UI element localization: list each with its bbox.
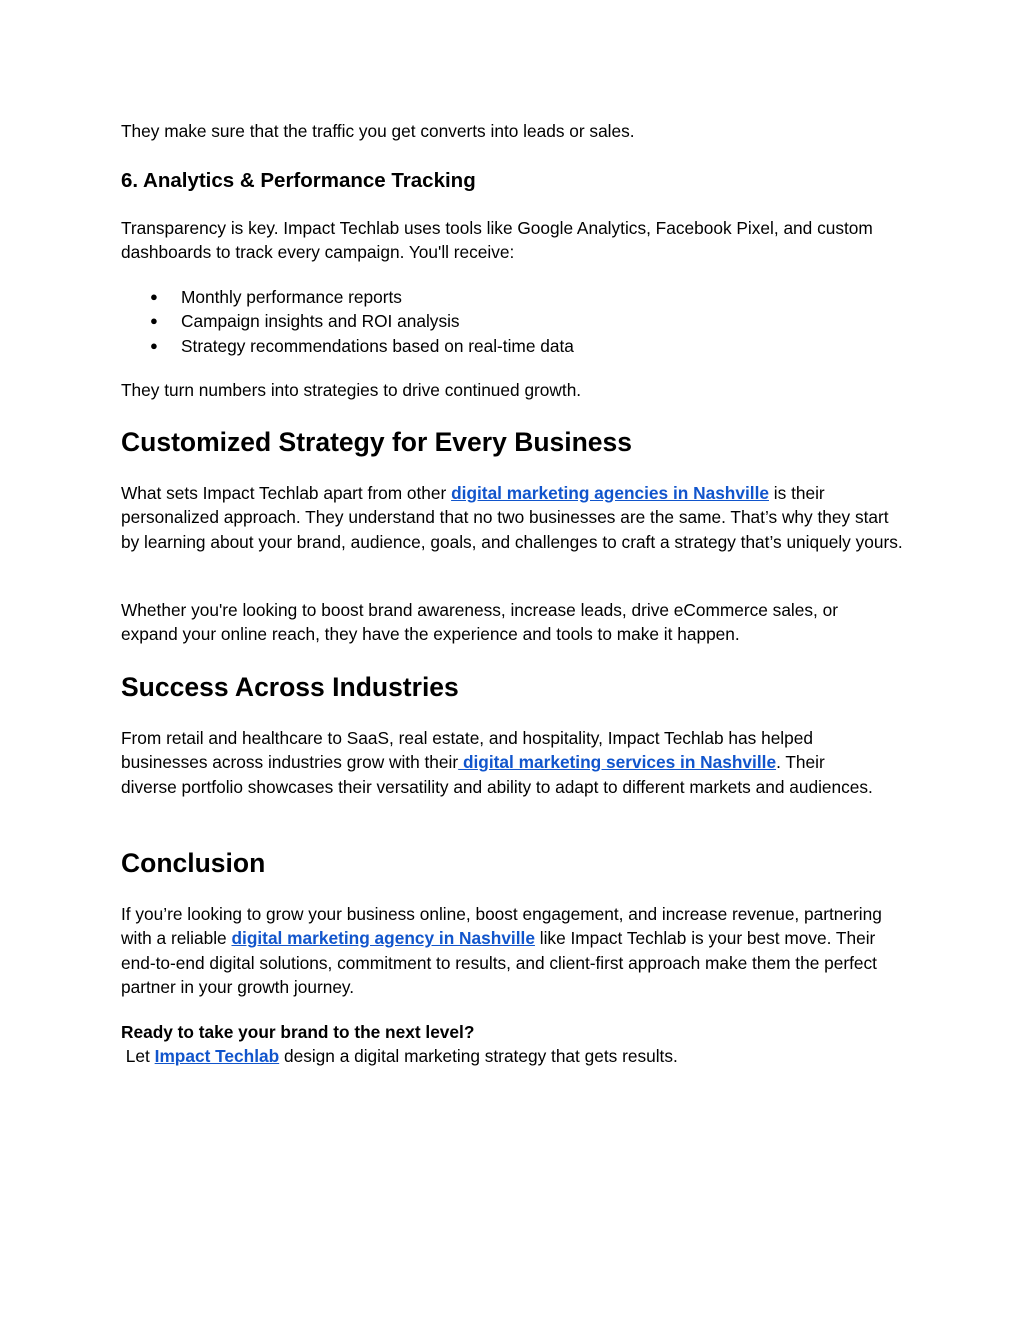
success-text-after: . Their diverse portfolio showcases their versatility and ability to adapt to different markets and audiences. [121, 752, 873, 797]
conclusion-text-after: like Impact Techlab is your best move. Their end-to-end digital solutions, commitment to results, and client-first approach make them the perfect partner in your growth journey. [121, 928, 877, 997]
conclusion-heading: Conclusion [121, 848, 266, 878]
bullet-text: Strategy recommendations based on real-time data [181, 335, 574, 356]
impact-techlab-link[interactable]: Impact Techlab [154, 1046, 280, 1066]
bullet-text: Monthly performance reports [181, 287, 402, 307]
bullet-icon: ● [150, 313, 158, 329]
analytics-heading: 6. Analytics & Performance Tracking [121, 169, 476, 192]
cta-text-after: design a digital marketing strategy that gets results. [279, 1046, 678, 1066]
success-heading: Success Across Industries [121, 672, 459, 702]
customized-paragraph-2: Whether you're looking to boost brand awareness, increase leads, drive eCommerce sales, or expand your online reach, they have the experience and tools to make it happen. [121, 600, 838, 645]
conclusion-paragraph [121, 902, 896, 999]
customized-paragraph-1 [121, 481, 906, 554]
list-item [121, 309, 574, 333]
analytics-closing: They turn numbers into strategies to drive continued growth. [121, 380, 582, 400]
analytics-body: Transparency is key. Impact Techlab uses tools like Google Analytics, Facebook Pixel, and custom dashboards to track every campaign. You'll receive: [121, 218, 873, 263]
success-text-before: From retail and healthcare to SaaS, real estate, and hospitality, Impact Techlab has helped businesses across industries grow with their [121, 728, 813, 773]
services-nashville-link[interactable]: digital marketing services in Nashville [458, 752, 777, 773]
cta-text-before: Let [121, 1046, 155, 1066]
customized-p1-text-after: is their personalized approach. They understand that no two businesses are the same. That’s why they start by learning about your brand, audience, goals, and challenges to craft a strategy that’s uniquely yours. [121, 483, 903, 552]
agency-nashville-link[interactable]: digital marketing agency in Nashville [231, 928, 535, 949]
agencies-nashville-link[interactable]: digital marketing agencies in Nashville [451, 483, 769, 503]
success-paragraph [121, 726, 881, 799]
cta-line [121, 1044, 911, 1068]
list-item [121, 334, 574, 358]
conclusion-text-before: If you’re looking to grow your business online, boost engagement, and increase revenue, partnering with a reliable [121, 904, 882, 949]
analytics-bullet-list [121, 285, 574, 358]
bullet-icon: ● [150, 289, 158, 304]
cta-bold-text: Ready to take your brand to the next level? [121, 1022, 475, 1042]
intro-line: They make sure that the traffic you get converts into leads or sales. [121, 121, 635, 141]
customized-p1-text-before: What sets Impact Techlab apart from other [121, 483, 452, 503]
customized-heading: Customized Strategy for Every Business [121, 427, 633, 457]
list-item [121, 285, 574, 309]
bullet-icon: ● [150, 337, 158, 353]
bullet-text: Campaign insights and ROI analysis [181, 311, 460, 332]
cta-heading [121, 1020, 911, 1044]
